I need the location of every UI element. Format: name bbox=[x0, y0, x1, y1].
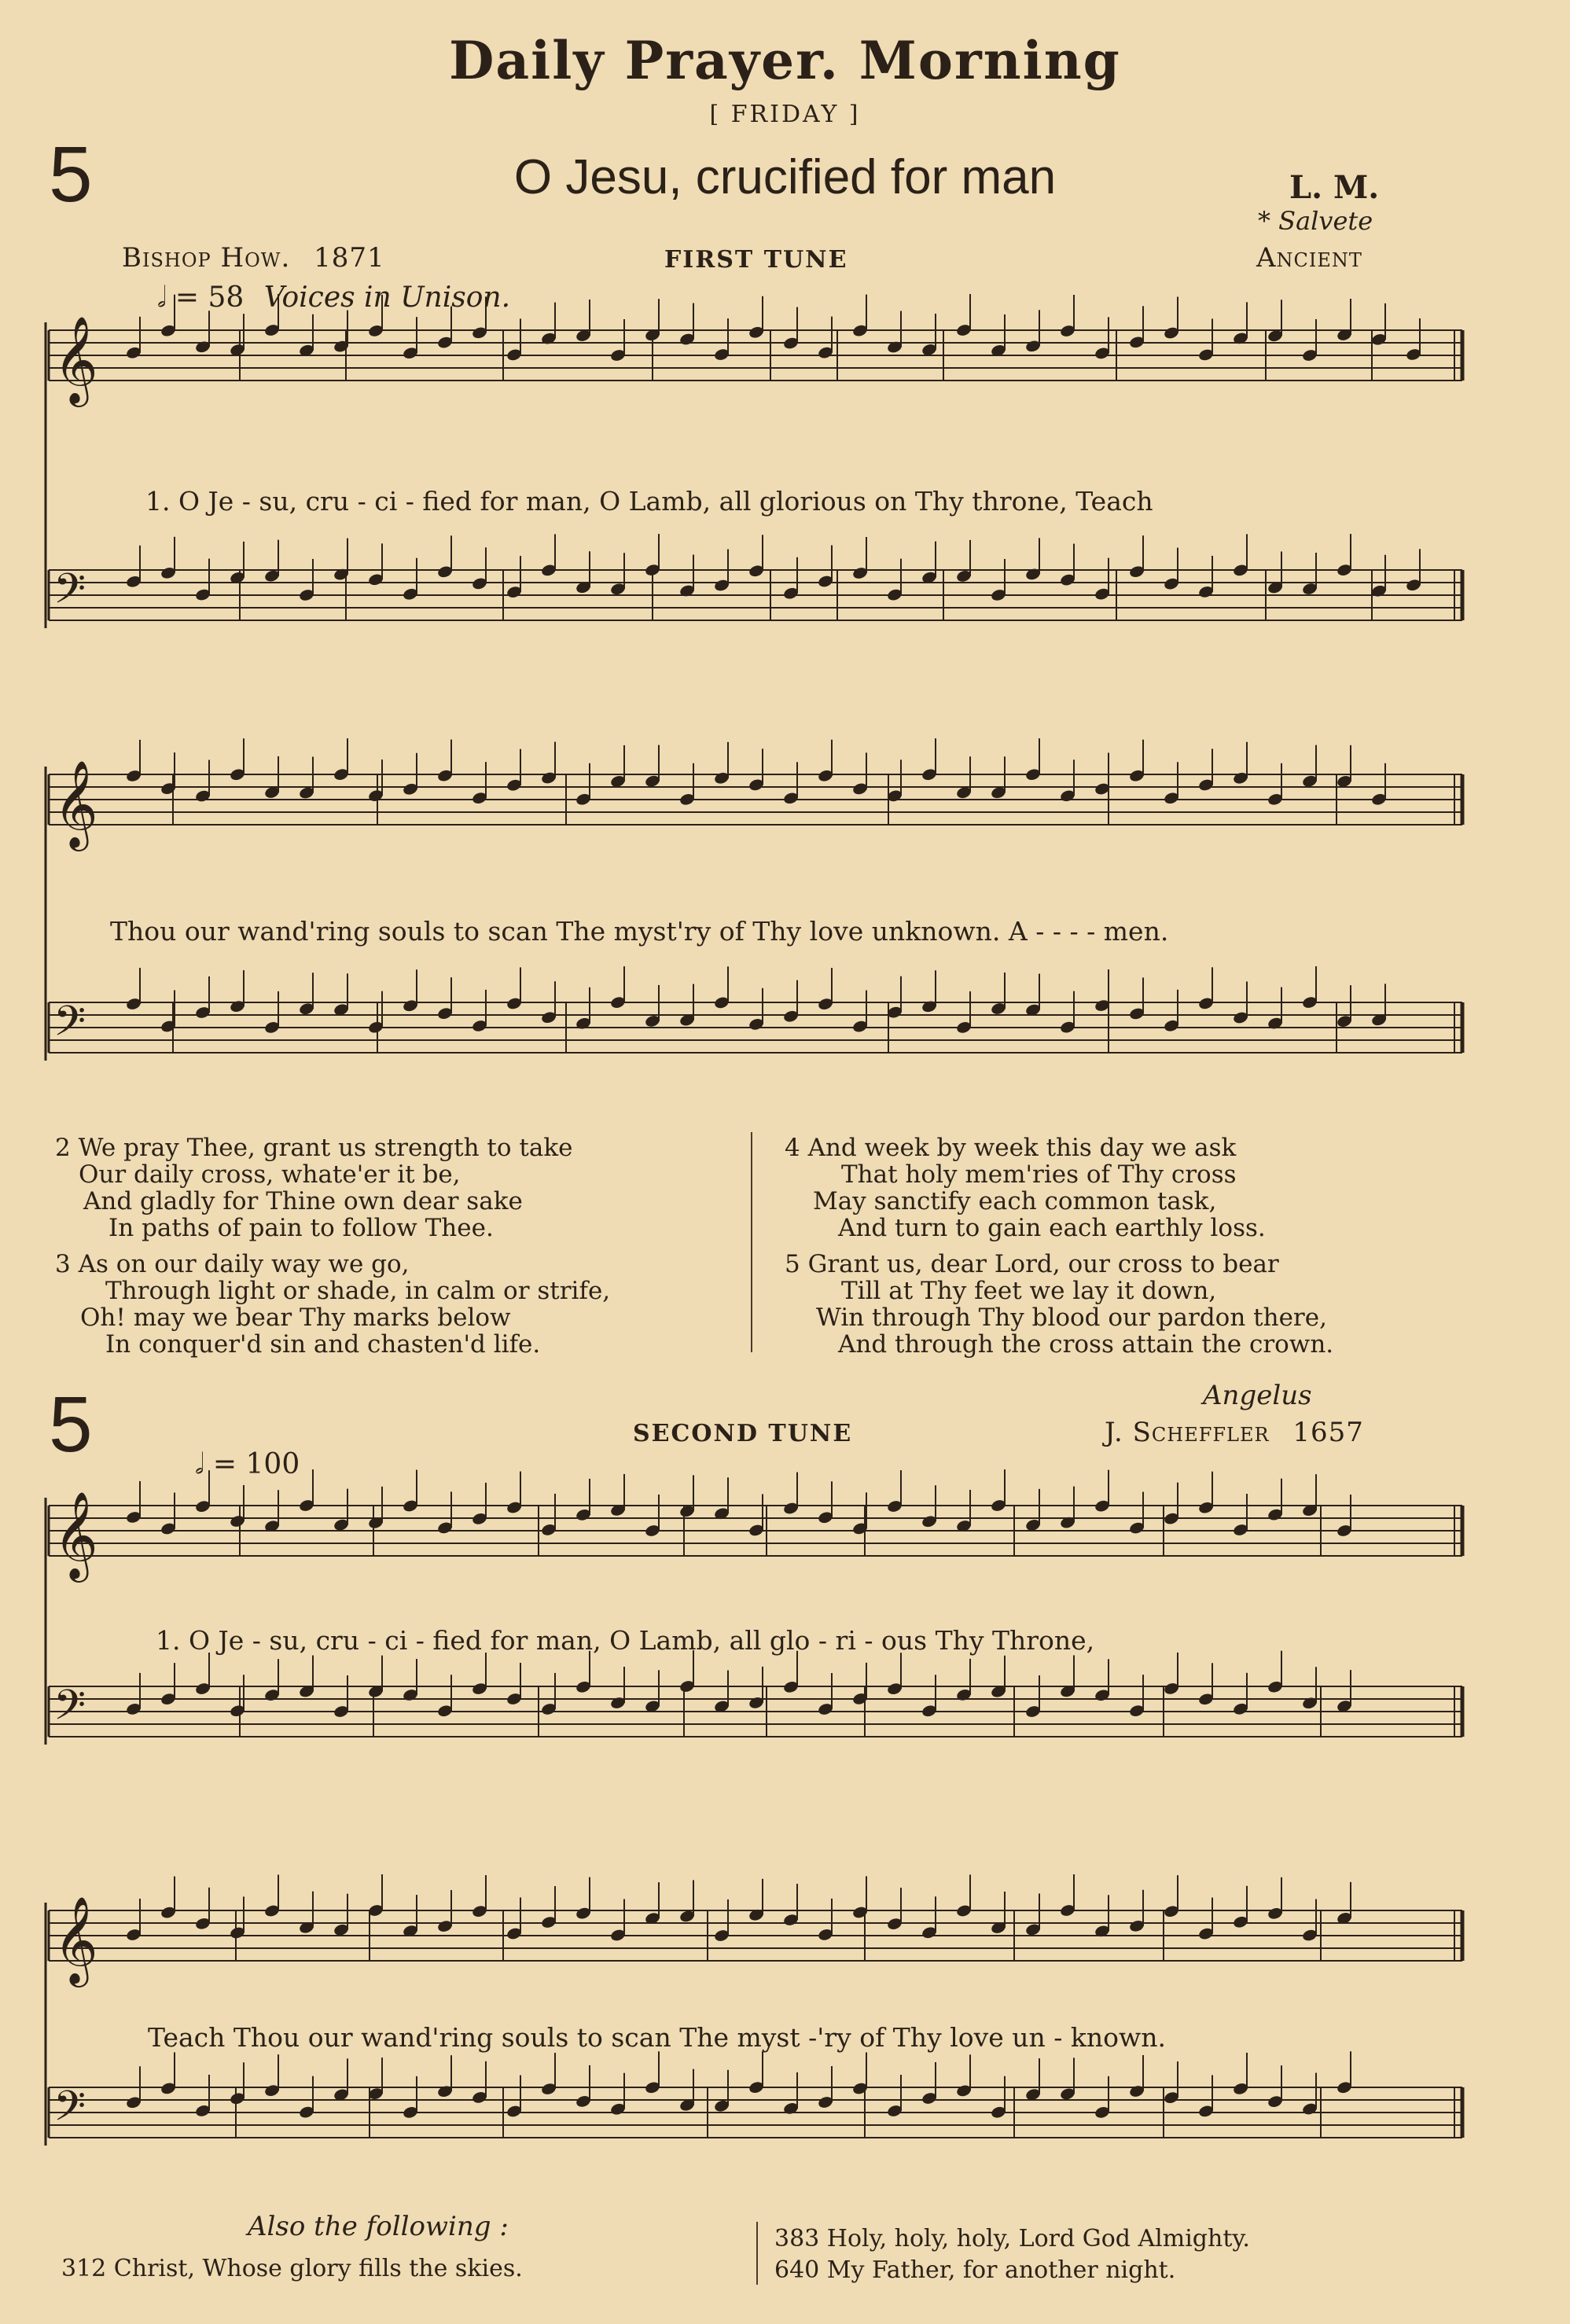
svg-text:𝄢: 𝄢 bbox=[53, 1682, 86, 1740]
voices-direction: Voices in Unison. bbox=[263, 281, 511, 314]
second-tune-tempo bbox=[195, 1448, 300, 1481]
stanza-3: 3 As on our daily way we go, Through light or shade, in calm or strife, Oh! may we bear Thy marks below In conquer'd sin and chasten'd life. bbox=[55, 1250, 611, 1359]
stanza-4: 4 And week by week this day we ask That holy mem'ries of Thy cross May sanctify each common task, And turn to gain each earthly loss. bbox=[785, 1134, 1266, 1242]
svg-text:𝄞: 𝄞 bbox=[53, 315, 98, 403]
day-label: [ FRIDAY ] bbox=[709, 101, 861, 128]
also-divider bbox=[756, 2222, 758, 2285]
second-tune-number: 5 bbox=[49, 1381, 93, 1469]
composer-year: 1657 bbox=[1292, 1417, 1364, 1448]
tune-note: * Salvete bbox=[1258, 206, 1373, 236]
svg-text:𝄞: 𝄞 bbox=[53, 759, 98, 848]
half-note-icon: 𝅗𝅥 bbox=[195, 1448, 204, 1480]
svg-text:𝄢: 𝄢 bbox=[53, 565, 86, 623]
tune-name: Angelus bbox=[1203, 1380, 1312, 1411]
second-tune-lyric-line-2: Teach Thou our wand'ring souls to scan The myst -'ry of Thy love un - known. bbox=[148, 2022, 1167, 2053]
stanzas-left bbox=[55, 1134, 747, 1358]
source: Ancient bbox=[1256, 242, 1362, 274]
stanza-2: 2 We pray Thee, grant us strength to take Our daily cross, whate'er it be, And gladly for Thine own dear sake In paths of pain to follow Thee. bbox=[55, 1134, 573, 1242]
hymn-title: O Jesu, crucified for man bbox=[513, 150, 1057, 204]
svg-text:𝄢: 𝄢 bbox=[53, 998, 86, 1056]
tempo-value: = 58 bbox=[175, 281, 245, 314]
svg-text:𝄞: 𝄞 bbox=[53, 1896, 98, 1984]
author-year: 1871 bbox=[314, 242, 385, 274]
first-tune-label: FIRST TUNE bbox=[664, 246, 848, 274]
author-name: Bishop How. bbox=[122, 242, 291, 274]
stanza-divider bbox=[751, 1132, 752, 1352]
also-item: 640 My Father, for another night. bbox=[774, 2256, 1176, 2284]
stanzas-right bbox=[785, 1134, 1492, 1358]
second-tune-label: SECOND TUNE bbox=[633, 1420, 853, 1447]
half-note-icon: 𝅗𝅥 bbox=[157, 281, 167, 314]
first-tune-lyric-line-1: 1. O Je - su, cru - ci - fied for man, O Lamb, all glorious on Thy throne, Teach bbox=[145, 486, 1153, 517]
svg-text:𝄞: 𝄞 bbox=[53, 1491, 98, 1579]
stanza-5: 5 Grant us, dear Lord, our cross to bear Till at Thy feet we lay it down, Win through Thy blood our pardon there, And through the cross attain the crown. bbox=[785, 1250, 1334, 1359]
svg-text:𝄢: 𝄢 bbox=[53, 2083, 86, 2141]
meter: L. M. bbox=[1289, 169, 1380, 206]
first-tune-lyric-line-2: Thou our wand'ring souls to scan The myst'ry of Thy love unknown. A - - - - men. bbox=[110, 916, 1169, 947]
page-title: Daily Prayer. Morning bbox=[449, 30, 1121, 91]
also-heading: Also the following : bbox=[248, 2211, 509, 2242]
composer-name: J. Scheffler bbox=[1105, 1417, 1270, 1448]
also-item: 312 Christ, Whose glory fills the skies. bbox=[61, 2255, 523, 2282]
also-item: 383 Holy, holy, holy, Lord God Almighty. bbox=[774, 2225, 1250, 2252]
hymn-number: 5 bbox=[49, 131, 93, 219]
composer bbox=[1105, 1417, 1364, 1448]
second-tune-lyric-line-1: 1. O Je - su, cru - ci - fied for man, O Lamb, all glo - ri - ous Thy Throne, bbox=[156, 1625, 1095, 1656]
tempo-value: = 100 bbox=[212, 1448, 300, 1480]
